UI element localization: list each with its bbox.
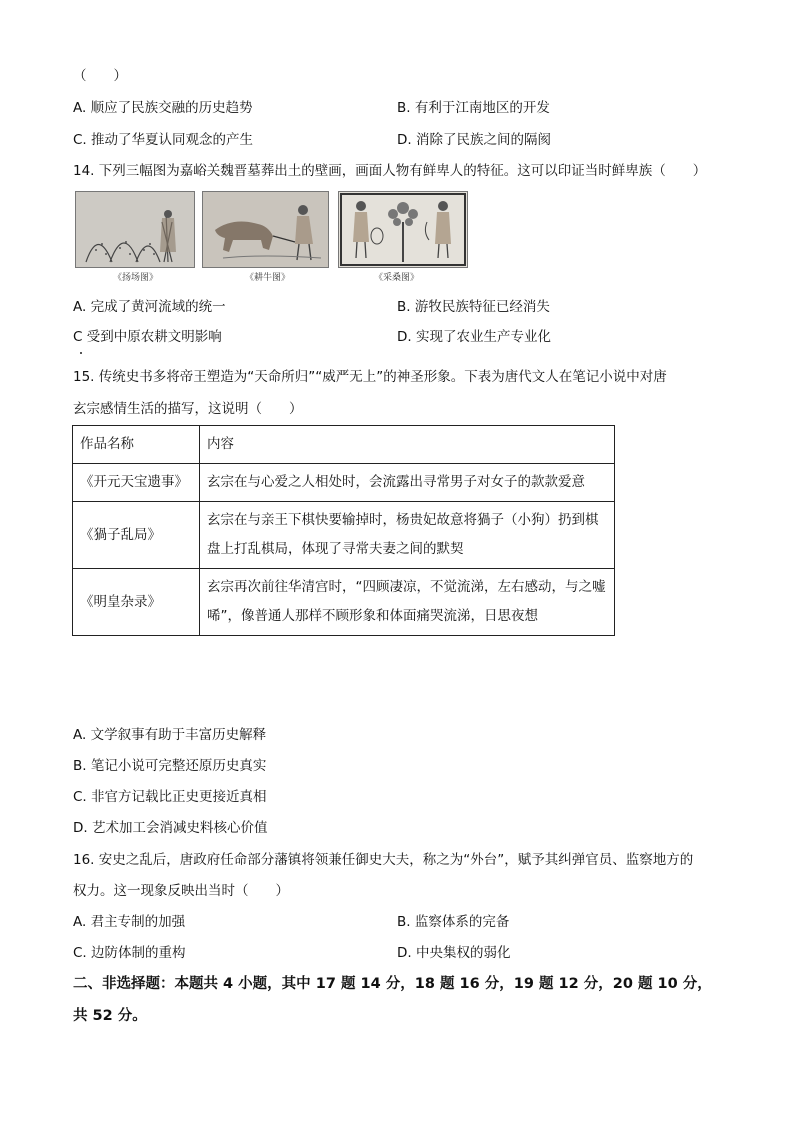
q15-table: [72, 425, 615, 636]
q15-stem-line1: 15. 传统史书多将帝王塑造为“天命所归”“威严无上”的神圣形象。下表为唐代文人在笔记小说中对唐: [73, 369, 667, 385]
q13-paren: （ ）: [73, 68, 127, 84]
q15-option-c: C. 非官方记载比正史更接近真相: [73, 789, 267, 805]
mural-image-mulberry: [338, 191, 468, 268]
q15-option-a: A. 文学叙事有助于丰富历史解释: [73, 727, 267, 743]
table-cell-title: 《猧子乱局》: [73, 502, 200, 569]
q16-option-d: D. 中央集权的弱化: [397, 945, 511, 961]
stray-dot: [80, 352, 82, 354]
section2-heading-line1: 二、非选择题：本题共 4 小题，其中 17 题 14 分，18 题 16 分，19 题 12 分，20 题 10 分，: [73, 976, 712, 992]
q15-option-d: D. 艺术加工会消减史料核心价值: [73, 820, 268, 836]
caption-mulberry: 《采桑图》: [374, 273, 420, 283]
mural-image-winnowing: [75, 191, 195, 268]
q13-option-c: C. 推动了华夏认同观念的产生: [73, 132, 254, 148]
table-header-title: 作品名称: [73, 426, 200, 464]
q15-option-b: B. 笔记小说可完整还原历史真实: [73, 758, 267, 774]
caption-winnowing: 《扬场图》: [113, 273, 159, 283]
table-cell-title: 《明皇杂录》: [73, 569, 200, 636]
table-row: [73, 464, 615, 502]
table-cell-title: 《开元天宝遗事》: [73, 464, 200, 502]
q14-option-d: D. 实现了农业生产专业化: [397, 329, 551, 345]
table-header-content: 内容: [200, 426, 615, 464]
section2-heading-line2: 共 52 分。: [73, 1008, 147, 1024]
q14-stem: 14. 下列三幅图为嘉峪关魏晋墓葬出土的壁画，画面人物有鲜卑人的特征。这可以印证当时鲜卑族（ ）: [73, 163, 707, 179]
table-cell-content: 玄宗再次前往华清宫时，“四顾凄凉，不觉流涕，左右感动，与之嘘唏”，像普通人那样不顾形象和体面痛哭流涕，日思夜想: [200, 569, 615, 636]
q13-option-b: B. 有利于江南地区的开发: [397, 100, 550, 116]
table-cell-content: 玄宗在与心爱之人相处时，会流露出寻常男子对女子的款款爱意: [200, 464, 615, 502]
q14-option-b: B. 游牧民族特征已经消失: [397, 299, 550, 315]
q16-option-b: B. 监察体系的完备: [397, 914, 510, 930]
caption-ploughing: 《耕牛图》: [245, 273, 291, 283]
q13-option-a: A. 顺应了民族交融的历史趋势: [73, 100, 253, 116]
q15-stem-line2: 玄宗感情生活的描写，这说明（ ）: [73, 401, 303, 417]
q13-option-d: D. 消除了民族之间的隔阂: [397, 132, 551, 148]
q16-stem-line2: 权力。这一现象反映出当时（ ）: [73, 883, 289, 899]
q16-option-c: C. 边防体制的重构: [73, 945, 186, 961]
q14-option-a: A. 完成了黄河流域的统一: [73, 299, 226, 315]
table-row: [73, 502, 615, 569]
table-cell-content: 玄宗在与亲王下棋快要输掉时，杨贵妃故意将猧子（小狗）扔到棋盘上打乱棋局，体现了寻常夫妻之间的默契: [200, 502, 615, 569]
table-header-row: [73, 426, 615, 464]
q16-stem-line1: 16. 安史之乱后，唐政府任命部分藩镇将领兼任御史大夫，称之为“外台”，赋予其纠弹官员、监察地方的: [73, 852, 694, 868]
mural-image-ploughing: [202, 191, 329, 268]
q16-option-a: A. 君主专制的加强: [73, 914, 186, 930]
q14-option-c: C 受到中原农耕文明影响: [73, 329, 222, 345]
table-row: [73, 569, 615, 636]
